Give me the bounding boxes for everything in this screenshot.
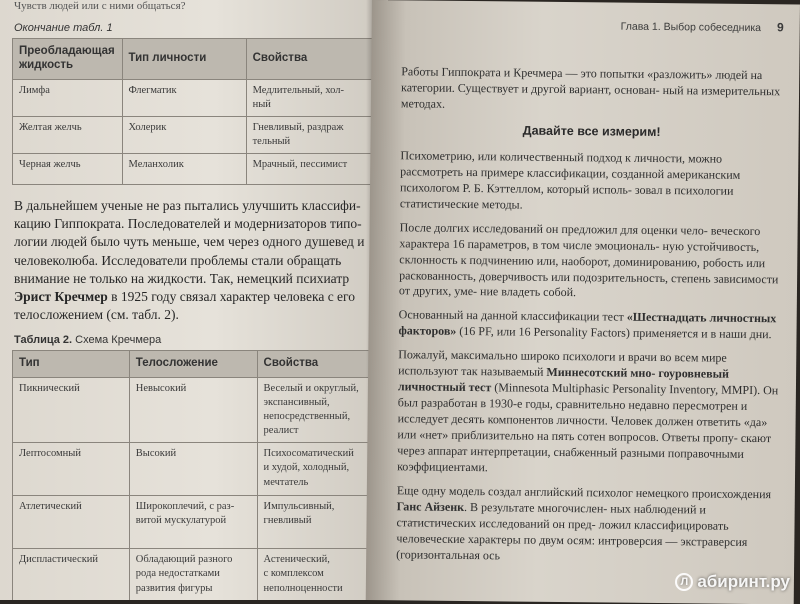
table-kretschmer [12, 350, 378, 600]
table-header-cell: Преобладающая жидкость [13, 39, 123, 80]
table-cell: Астенический, с комплексом неполноценности [257, 549, 377, 600]
body-paragraph [396, 483, 779, 567]
table-cell: Холерик [122, 116, 246, 153]
table-cell: Медлительный, хол- ный [246, 79, 377, 116]
table-header-cell: Свойства [257, 350, 377, 377]
table-header-row [13, 39, 378, 80]
table-cell: Обладающий разного рода недостатками развития фигуры [129, 549, 257, 600]
table-cell: Флегматик [122, 79, 246, 116]
table-cell: Диспластический [13, 549, 130, 600]
watermark [675, 572, 790, 592]
body-paragraph: Психометрию, или количественный подход к личности, можно рассмотреть на примере классификации, созданной американским психологом Р. Б. Кэттеллом, который исполь- зовал в психологии статистические методы. [399, 148, 741, 212]
body-paragraph [14, 197, 378, 324]
body-paragraph [398, 308, 780, 344]
table-row [13, 154, 378, 185]
table-row [13, 496, 378, 549]
page-number: 9 [776, 20, 784, 35]
table-header-row [13, 350, 378, 377]
bold-name: Ганс Айзенк [396, 499, 465, 514]
table-row [13, 549, 378, 600]
text-run: (16 PF, или 16 Personality Factors) применяется и в наши дни. [456, 324, 772, 342]
watermark-text: абиринт.ру [697, 572, 790, 591]
text-run: Еще одну модель создал английский психолог немецкого происхождения [396, 483, 772, 502]
right-page [366, 0, 800, 604]
text-run: в 1925 году связал характер человека с его телосложением (см. табл. 2). [14, 288, 356, 322]
table-cell: Гневливый, раздраж тельный [246, 116, 377, 153]
table-header-cell: Тип личности [122, 39, 246, 80]
table-cell: Мрачный, пессимист [246, 154, 377, 185]
chapter-title: Глава 1. Выбор собеседника [620, 20, 762, 35]
bold-name: Эрист Кречмер [14, 288, 108, 304]
text-run: Основанный на данной классификации тест [398, 307, 627, 325]
table-cell: Веселый и округлый, экспансивный, непосредственный, реалист [257, 377, 377, 443]
table-cell: Психосоматический и худой, холодный, мечтатель [257, 443, 377, 496]
running-head-left: Чувств людей или с ними общаться? [14, 0, 186, 12]
table-cell: Атлетический [13, 496, 130, 549]
table-cell: Невысокий [129, 377, 257, 443]
left-page [0, 0, 388, 600]
text-run: Пожалуй, максимально широко психологи и врачи во всем мире используют так называемый [398, 347, 727, 380]
text-run: В дальнейшем ученые не раз пытались улучшить классифи- кацию Гиппократа. Последователей и модернизаторов типо- логии людей было чуть меньше, чем через одного душевед и человеколюба. Исследователи проблемы стали обращать внимание не только на жидкости. Так, немецкий психиатр [14, 198, 365, 286]
table-cell: Лимфа [13, 79, 123, 116]
text-run: (Minnesota Multiphasic Personality Inventory, MMPI). Он был разработан в 1930-е годы, сравнительно недавно пересмотрен и исследует десять компонентов личности. Человек должен ответить «да» или «нет» приблизительно на пять сотен вопросов. Ответы пропу- скают через аппарат интерпретации, снабженный разными поправочными коэффициентами. [397, 380, 779, 475]
body-paragraph: Работы Гиппократа и Кречмера — это попытки «разложить» людей на категории. Существует и другой вариант, основан- ный на измерительных методах. [400, 64, 781, 111]
section-heading: Давайте все измерим! [522, 123, 661, 139]
table-row [13, 443, 378, 496]
table2-caption-label: Таблица 2. [14, 333, 73, 346]
table-row [13, 116, 378, 153]
body-paragraph: После долгих исследований он предложил для оценки чело- веческого характера 16 параметров, в том числе эмоциональ- ную устойчивость, склонность к подчинению или, наоборот, доминированию, робость или раскованность, доверчивость или подозрительность, степень зависимости от других, уме- ние владеть собой. [398, 219, 779, 300]
bold-term: Миннесотский мно- гоуровневый личностный тест [397, 365, 730, 395]
labirint-logo-icon: Л [675, 573, 693, 591]
table2-caption-title: Схема Кречмера [72, 333, 162, 346]
table-header-cell: Тип [13, 350, 130, 377]
table-cell: Черная желчь [13, 154, 123, 185]
running-head-right [402, 16, 784, 38]
table-temperaments [12, 38, 378, 185]
table-cell: Широкоплечий, с раз- витой мускулатурой [129, 496, 257, 549]
table-cell: Желтая желчь [13, 116, 123, 153]
text-run: . В результате многочислен- ных наблюдений и статистических исследований он пред- ложил классифицировать человеческие характеры по двум осям: интроверсия — экстраверсия (горизонтальная ось [396, 499, 748, 563]
table-cell: Лептосомный [13, 443, 130, 496]
bold-term: «Шестнадцать личностных факторов» [398, 310, 777, 339]
table-cell: Высокий [129, 443, 257, 496]
table2-caption [14, 334, 378, 346]
table-cell: Меланхолик [122, 154, 246, 185]
table-row [13, 377, 378, 443]
body-paragraph [397, 348, 780, 480]
table-row [13, 79, 378, 116]
table-header-cell: Телосложение [129, 350, 257, 377]
table1-caption: Окончание табл. 1 [14, 22, 113, 34]
table-header-cell: Свойства [246, 39, 377, 80]
table-cell: Пикнический [13, 377, 130, 443]
table-cell: Импульсивный, гневливый [257, 496, 377, 549]
